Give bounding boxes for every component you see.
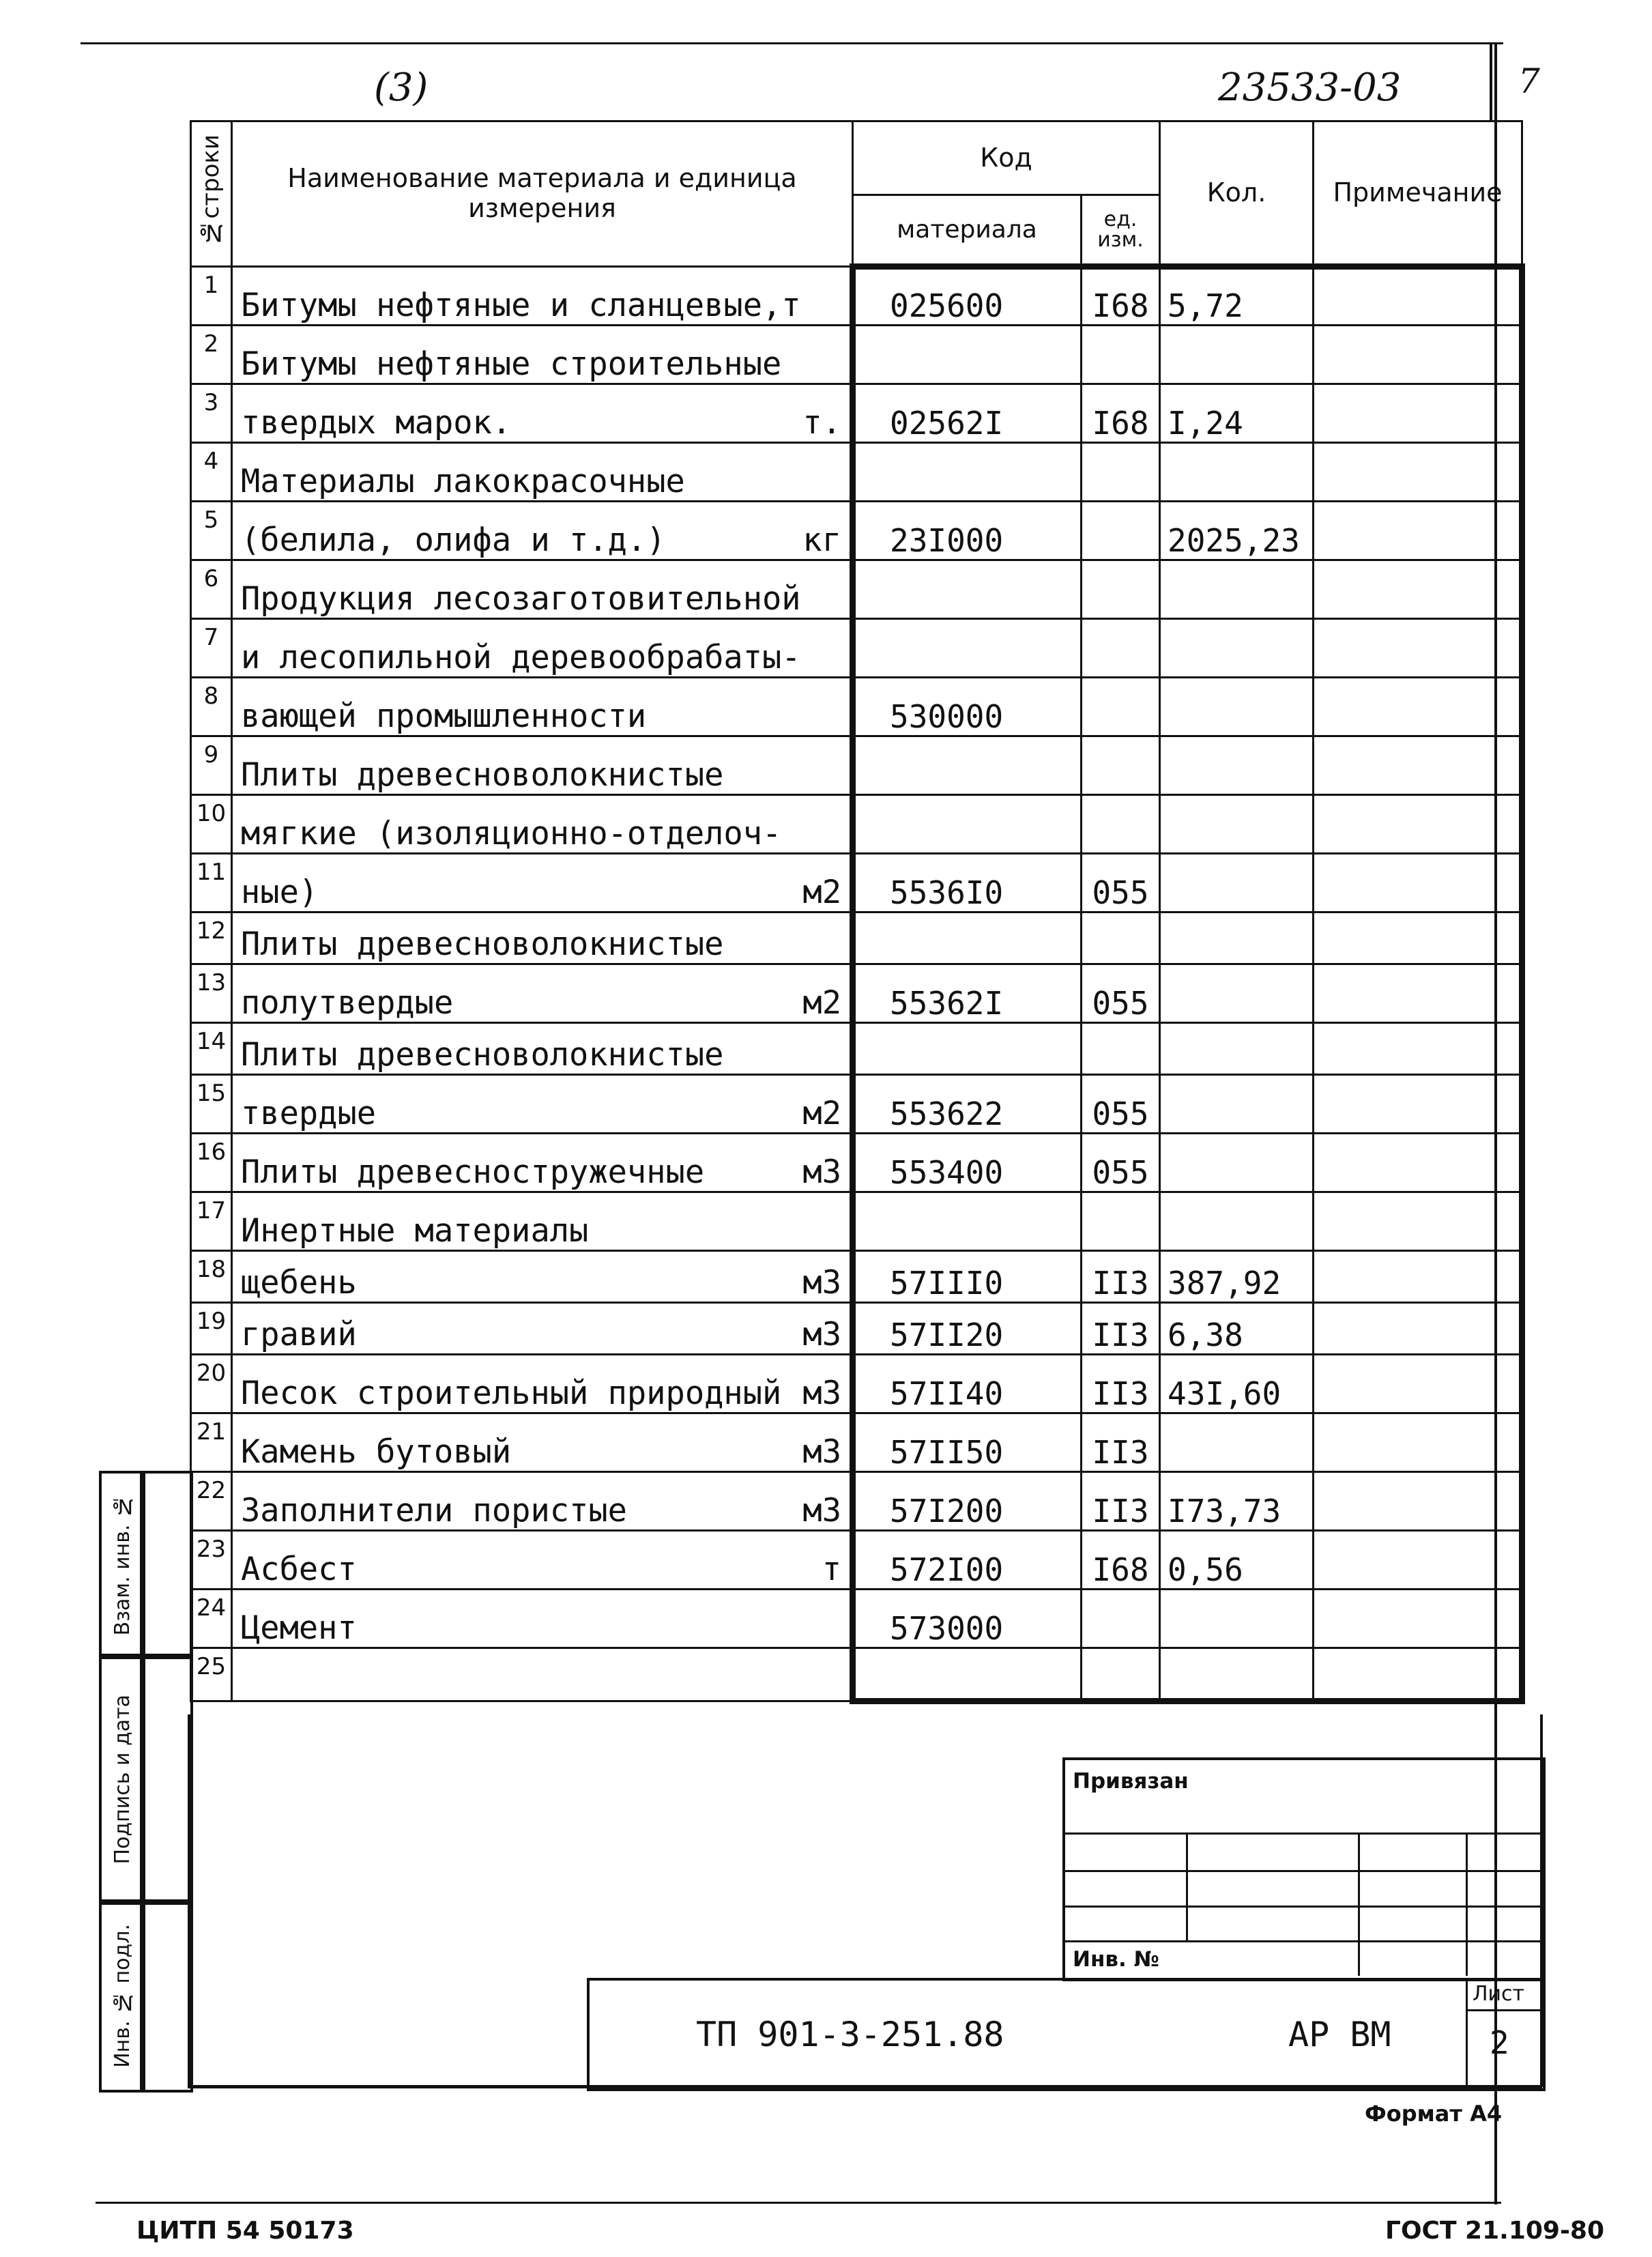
table-row bbox=[191, 1023, 1522, 1075]
row-number: 25 bbox=[191, 1648, 232, 1701]
table-row bbox=[191, 1531, 1522, 1590]
privyazan-col-1 bbox=[1186, 1832, 1188, 1940]
material-code bbox=[853, 795, 1082, 854]
side-stamp-inv-podl: Инв. № подл. bbox=[99, 1899, 145, 2093]
unit-code: II3 bbox=[1082, 1355, 1160, 1413]
table-row bbox=[191, 1648, 1522, 1701]
material-unit-label: м3 bbox=[802, 1375, 841, 1412]
bottom-rule bbox=[96, 2202, 1501, 2204]
material-name-text: Плиты древесностружечные bbox=[241, 1153, 705, 1191]
materials-table bbox=[190, 120, 1525, 1704]
material-name bbox=[232, 854, 853, 912]
note bbox=[1314, 384, 1522, 443]
privyazan-row-2 bbox=[1062, 1870, 1543, 1872]
material-code: 55362I bbox=[853, 964, 1082, 1023]
material-code: 57I200 bbox=[853, 1472, 1082, 1531]
material-code bbox=[853, 736, 1082, 795]
row-number: 13 bbox=[191, 964, 232, 1023]
material-unit-label: м2 bbox=[802, 874, 841, 911]
material-unit-label: м2 bbox=[802, 1095, 841, 1132]
note bbox=[1314, 678, 1522, 736]
side-stamp-vzam-inv: Взам. инв. № bbox=[99, 1471, 145, 1659]
row-number: 5 bbox=[191, 502, 232, 560]
unit-code bbox=[1082, 795, 1160, 854]
unit-code: I68 bbox=[1082, 267, 1160, 326]
quantity: I73,73 bbox=[1160, 1472, 1314, 1531]
row-number: 22 bbox=[191, 1472, 232, 1531]
material-name-text: вающей промышленности bbox=[241, 698, 647, 735]
note bbox=[1314, 502, 1522, 560]
side-stamp-inv-podl-value bbox=[140, 1899, 193, 2093]
table-row bbox=[191, 678, 1522, 736]
note bbox=[1314, 267, 1522, 326]
material-name-text: Цемент bbox=[241, 1609, 357, 1647]
material-name-text: Материалы лакокрасочные bbox=[241, 463, 685, 500]
note bbox=[1314, 1134, 1522, 1192]
table-row bbox=[191, 1134, 1522, 1192]
material-name-text: Битумы нефтяные строительные bbox=[241, 345, 782, 383]
corner-divider bbox=[1490, 42, 1492, 121]
row-number: 16 bbox=[191, 1134, 232, 1192]
note bbox=[1314, 795, 1522, 854]
privyazan-col-2 bbox=[1358, 1832, 1360, 1976]
material-name bbox=[232, 1531, 853, 1590]
unit-code: II3 bbox=[1082, 1472, 1160, 1531]
note bbox=[1314, 1590, 1522, 1648]
material-name bbox=[232, 964, 853, 1023]
unit-code bbox=[1082, 502, 1160, 560]
material-name-text: Заполнители пористые bbox=[241, 1492, 627, 1529]
material-code: 573000 bbox=[853, 1590, 1082, 1648]
table-row bbox=[191, 384, 1522, 443]
material-name bbox=[232, 1023, 853, 1075]
row-number: 19 bbox=[191, 1303, 232, 1355]
quantity bbox=[1160, 1413, 1314, 1472]
col-header-code-material: материала bbox=[853, 195, 1082, 267]
unit-code bbox=[1082, 619, 1160, 678]
note bbox=[1314, 326, 1522, 384]
material-name bbox=[232, 1192, 853, 1251]
unit-code bbox=[1082, 1590, 1160, 1648]
quantity bbox=[1160, 795, 1314, 854]
material-name bbox=[232, 1303, 853, 1355]
frame-left bbox=[188, 1714, 190, 2087]
material-name-text: Битумы нефтяные и сланцевые,т bbox=[241, 287, 801, 324]
table-row bbox=[191, 912, 1522, 964]
material-code: 57II40 bbox=[853, 1355, 1082, 1413]
note bbox=[1314, 912, 1522, 964]
row-number: 7 bbox=[191, 619, 232, 678]
corner-number: 7 bbox=[1518, 61, 1540, 101]
material-name bbox=[232, 912, 853, 964]
material-name-text: и лесопильной деревообрабаты- bbox=[241, 639, 801, 676]
material-unit-label: т bbox=[822, 1551, 841, 1588]
row-number: 11 bbox=[191, 854, 232, 912]
unit-code: II3 bbox=[1082, 1413, 1160, 1472]
material-unit-label: м2 bbox=[802, 984, 841, 1022]
material-name-text: мягкие (изоляционно-отделоч- bbox=[241, 815, 782, 852]
quantity bbox=[1160, 560, 1314, 619]
row-number: 24 bbox=[191, 1590, 232, 1648]
unit-code bbox=[1082, 678, 1160, 736]
unit-code bbox=[1082, 736, 1160, 795]
material-code: 23I000 bbox=[853, 502, 1082, 560]
material-name-text: Инертные материалы bbox=[241, 1212, 589, 1250]
col-header-row-no: №строки bbox=[191, 121, 232, 267]
table-row bbox=[191, 1251, 1522, 1303]
col-header-code: Код bbox=[853, 121, 1160, 195]
side-stamp-podpis: Подпись и дата bbox=[99, 1654, 145, 1905]
table-row bbox=[191, 502, 1522, 560]
material-code bbox=[853, 1023, 1082, 1075]
material-name bbox=[232, 1590, 853, 1648]
row-number: 12 bbox=[191, 912, 232, 964]
doc-code: ТП 901-3-251.88 bbox=[696, 2015, 1004, 2054]
row-number: 18 bbox=[191, 1251, 232, 1303]
quantity: 5,72 bbox=[1160, 267, 1314, 326]
material-name bbox=[232, 443, 853, 502]
quantity bbox=[1160, 1134, 1314, 1192]
col-header-qty: Кол. bbox=[1160, 121, 1314, 267]
inv-no-label: Инв. № bbox=[1073, 1947, 1159, 1972]
unit-code bbox=[1082, 1023, 1160, 1075]
note bbox=[1314, 1413, 1522, 1472]
quantity bbox=[1160, 1023, 1314, 1075]
material-code: 57II50 bbox=[853, 1413, 1082, 1472]
table-row bbox=[191, 267, 1522, 326]
table-row bbox=[191, 854, 1522, 912]
quantity bbox=[1160, 1192, 1314, 1251]
row-number: 23 bbox=[191, 1531, 232, 1590]
material-code bbox=[853, 443, 1082, 502]
section-code: АР ВМ bbox=[1288, 2015, 1391, 2054]
sheet-number: 2 bbox=[1490, 2024, 1510, 2061]
material-code: 553622 bbox=[853, 1075, 1082, 1134]
col-header-note: Примечание bbox=[1314, 121, 1522, 267]
note bbox=[1314, 1355, 1522, 1413]
unit-code: I68 bbox=[1082, 384, 1160, 443]
material-unit-label: м3 bbox=[802, 1153, 841, 1191]
row-number: 4 bbox=[191, 443, 232, 502]
material-name-text: (белила, олифа и т.д.) bbox=[241, 521, 666, 559]
material-code: 02562I bbox=[853, 384, 1082, 443]
material-name-text: Плиты древесноволокнистые bbox=[241, 925, 724, 963]
note bbox=[1314, 1023, 1522, 1075]
material-code: 57III0 bbox=[853, 1251, 1082, 1303]
material-code: 572I00 bbox=[853, 1531, 1082, 1590]
row-number: 9 bbox=[191, 736, 232, 795]
material-unit-label: м3 bbox=[802, 1316, 841, 1353]
material-name bbox=[232, 1355, 853, 1413]
material-name-text: Камень бутовый bbox=[241, 1433, 512, 1471]
material-code bbox=[853, 619, 1082, 678]
table-row bbox=[191, 1413, 1522, 1472]
material-name-text: полутвердые bbox=[241, 984, 454, 1022]
material-name bbox=[232, 678, 853, 736]
format-label: Формат А4 bbox=[1365, 2101, 1503, 2127]
material-code bbox=[853, 1648, 1082, 1701]
quantity bbox=[1160, 443, 1314, 502]
unit-code: II3 bbox=[1082, 1251, 1160, 1303]
note bbox=[1314, 1531, 1522, 1590]
material-name bbox=[232, 1648, 853, 1701]
quantity bbox=[1160, 326, 1314, 384]
quantity bbox=[1160, 736, 1314, 795]
material-name-text: твердые bbox=[241, 1095, 377, 1132]
note bbox=[1314, 1303, 1522, 1355]
quantity bbox=[1160, 678, 1314, 736]
quantity bbox=[1160, 964, 1314, 1023]
material-name bbox=[232, 619, 853, 678]
material-code bbox=[853, 1192, 1082, 1251]
material-name bbox=[232, 502, 853, 560]
quantity bbox=[1160, 1648, 1314, 1701]
material-name-text: Продукция лесозаготовительной bbox=[241, 580, 801, 618]
note bbox=[1314, 964, 1522, 1023]
row-number: 17 bbox=[191, 1192, 232, 1251]
unit-code: 055 bbox=[1082, 1134, 1160, 1192]
note bbox=[1314, 560, 1522, 619]
unit-code: I68 bbox=[1082, 1531, 1160, 1590]
material-name-text: Плиты древесноволокнистые bbox=[241, 1036, 724, 1074]
standard-code: ГОСТ 21.109-80 bbox=[1385, 2217, 1605, 2245]
table-row bbox=[191, 443, 1522, 502]
material-name-text: Песок строительный природный bbox=[241, 1375, 782, 1412]
quantity: 6,38 bbox=[1160, 1303, 1314, 1355]
material-name bbox=[232, 1251, 853, 1303]
material-name bbox=[232, 326, 853, 384]
quantity: 387,92 bbox=[1160, 1251, 1314, 1303]
doc-number: 23533-03 bbox=[1218, 66, 1402, 110]
unit-code bbox=[1082, 1192, 1160, 1251]
material-code: 025600 bbox=[853, 267, 1082, 326]
material-name-text: Асбест bbox=[241, 1551, 357, 1588]
material-name bbox=[232, 1472, 853, 1531]
table-row bbox=[191, 326, 1522, 384]
note bbox=[1314, 619, 1522, 678]
row-number: 8 bbox=[191, 678, 232, 736]
quantity bbox=[1160, 1590, 1314, 1648]
row-number: 21 bbox=[191, 1413, 232, 1472]
row-number: 6 bbox=[191, 560, 232, 619]
table-row bbox=[191, 736, 1522, 795]
row-number: 20 bbox=[191, 1355, 232, 1413]
table-row bbox=[191, 560, 1522, 619]
quantity: 43I,60 bbox=[1160, 1355, 1314, 1413]
material-unit-label: кг bbox=[802, 521, 841, 559]
unit-code: 055 bbox=[1082, 964, 1160, 1023]
side-stamp-vzam-inv-value bbox=[140, 1471, 193, 1659]
quantity: 2025,23 bbox=[1160, 502, 1314, 560]
unit-code: II3 bbox=[1082, 1303, 1160, 1355]
material-name bbox=[232, 1075, 853, 1134]
unit-code bbox=[1082, 1648, 1160, 1701]
unit-code: 055 bbox=[1082, 854, 1160, 912]
row-number: 15 bbox=[191, 1075, 232, 1134]
unit-code: 055 bbox=[1082, 1075, 1160, 1134]
row-number: 14 bbox=[191, 1023, 232, 1075]
material-unit-label: т. bbox=[802, 404, 841, 442]
table-row bbox=[191, 964, 1522, 1023]
quantity bbox=[1160, 912, 1314, 964]
material-name bbox=[232, 384, 853, 443]
material-name bbox=[232, 1134, 853, 1192]
material-code bbox=[853, 560, 1082, 619]
quantity bbox=[1160, 619, 1314, 678]
table-row bbox=[191, 1472, 1522, 1531]
material-name bbox=[232, 795, 853, 854]
note bbox=[1314, 854, 1522, 912]
col-header-name: Наименование материала и единица измерения bbox=[232, 121, 853, 267]
table-row bbox=[191, 619, 1522, 678]
unit-code bbox=[1082, 443, 1160, 502]
privyazan-col-3 bbox=[1466, 1832, 1468, 1976]
material-name bbox=[232, 1413, 853, 1472]
note bbox=[1314, 443, 1522, 502]
quantity bbox=[1160, 1075, 1314, 1134]
sheet-label: Лист bbox=[1473, 1982, 1525, 2006]
material-unit-label: м3 bbox=[802, 1264, 841, 1302]
top-rule bbox=[81, 42, 1503, 44]
table-row bbox=[191, 795, 1522, 854]
sheet-col-divider bbox=[1466, 1978, 1468, 2086]
material-code: 530000 bbox=[853, 678, 1082, 736]
note bbox=[1314, 1251, 1522, 1303]
material-code bbox=[853, 326, 1082, 384]
table-row bbox=[191, 1355, 1522, 1413]
quantity: I,24 bbox=[1160, 384, 1314, 443]
printer-code: ЦИТП 54 50173 bbox=[136, 2217, 354, 2245]
material-code: 5536I0 bbox=[853, 854, 1082, 912]
material-name-text: твердых марок. bbox=[241, 404, 512, 442]
col-header-code-unit: ед. изм. bbox=[1082, 195, 1160, 267]
table-row bbox=[191, 1590, 1522, 1648]
privyazan-row-1 bbox=[1062, 1832, 1543, 1835]
material-name bbox=[232, 267, 853, 326]
row-number: 1 bbox=[191, 267, 232, 326]
unit-code bbox=[1082, 560, 1160, 619]
row-number: 10 bbox=[191, 795, 232, 854]
material-name bbox=[232, 736, 853, 795]
material-name-text: гравий bbox=[241, 1316, 357, 1353]
material-name-text: щебень bbox=[241, 1264, 357, 1302]
row-number: 2 bbox=[191, 326, 232, 384]
material-unit-label: м3 bbox=[802, 1433, 841, 1471]
material-name-text: ные) bbox=[241, 874, 319, 911]
material-unit-label: м3 bbox=[802, 1492, 841, 1529]
table-row bbox=[191, 1303, 1522, 1355]
note bbox=[1314, 1472, 1522, 1531]
table-row bbox=[191, 1192, 1522, 1251]
note bbox=[1314, 736, 1522, 795]
privyazan-row-3 bbox=[1062, 1906, 1543, 1908]
unit-code bbox=[1082, 912, 1160, 964]
material-code bbox=[853, 912, 1082, 964]
row-number: 3 bbox=[191, 384, 232, 443]
sheet-ref: (3) bbox=[374, 66, 429, 110]
table-row bbox=[191, 1075, 1522, 1134]
privyazan-row-4 bbox=[1062, 1940, 1543, 1942]
note bbox=[1314, 1648, 1522, 1701]
unit-code bbox=[1082, 326, 1160, 384]
material-code: 553400 bbox=[853, 1134, 1082, 1192]
material-name bbox=[232, 560, 853, 619]
privyazan-label: Привязан bbox=[1073, 1769, 1189, 1794]
side-stamp-podpis-value bbox=[140, 1654, 193, 1905]
material-code: 57II20 bbox=[853, 1303, 1082, 1355]
sheet-row-divider bbox=[1466, 2009, 1540, 2011]
quantity bbox=[1160, 854, 1314, 912]
material-name-text: Плиты древесноволокнистые bbox=[241, 756, 724, 794]
note bbox=[1314, 1075, 1522, 1134]
note bbox=[1314, 1192, 1522, 1251]
quantity: 0,56 bbox=[1160, 1531, 1314, 1590]
